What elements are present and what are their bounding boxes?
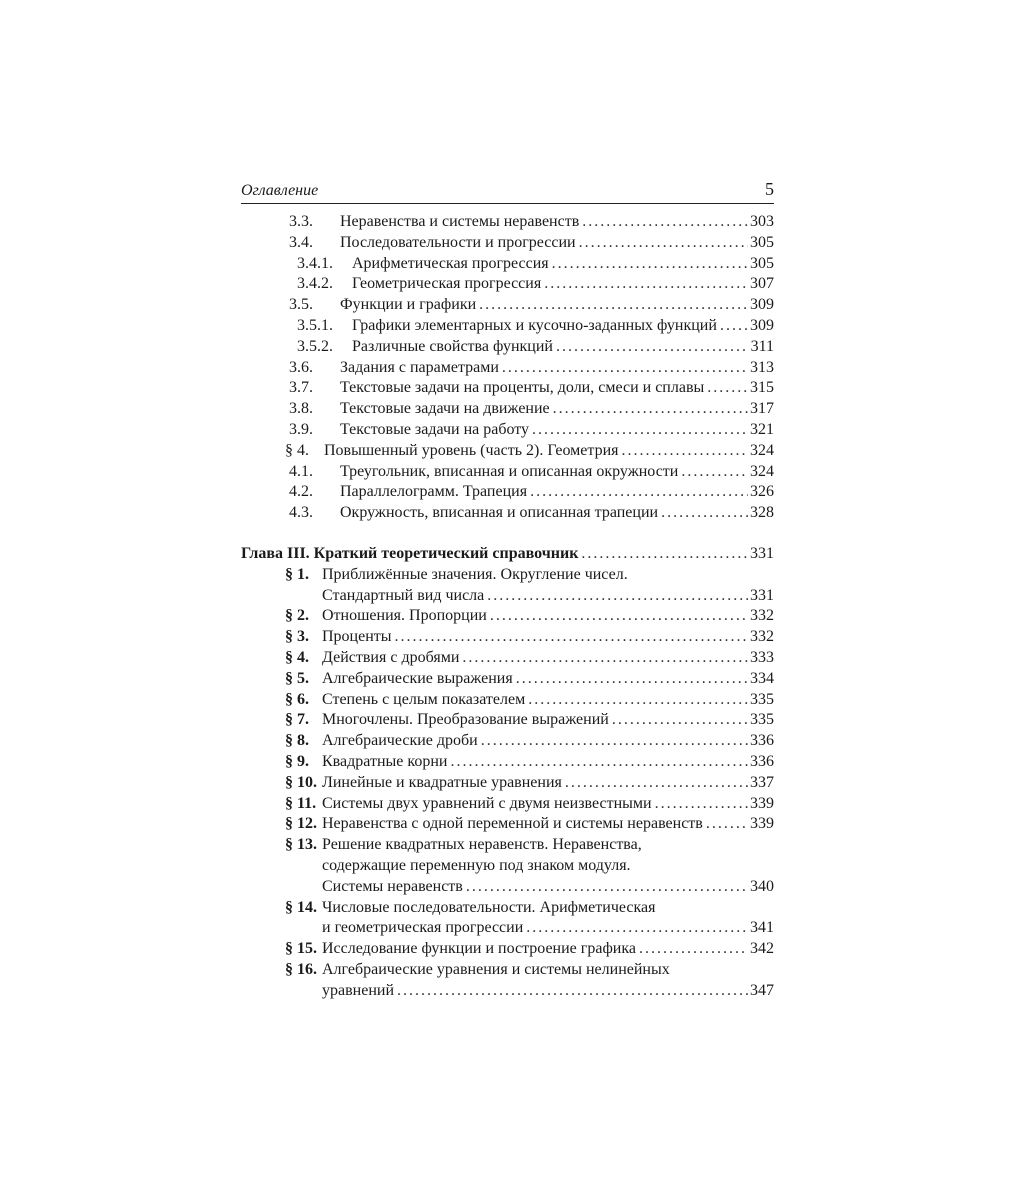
leader-dots [639,939,748,960]
entry-title-line [340,233,774,254]
entry-title: Исследование функции и построение графика [322,939,639,960]
entry-number: 3.7. [289,379,313,397]
leader-dots [655,794,748,815]
leader-dots [707,378,748,399]
entry-title-line [340,212,774,233]
toc-entry [241,773,774,794]
entry-title: Проценты [322,627,395,648]
entry-title-line [352,254,774,275]
entry-title-line [322,690,774,711]
entry-number: 3.4.2. [297,275,333,293]
entry-number: § 6. [285,690,309,708]
entry-title-line [340,462,774,483]
entry-title-line [324,441,774,462]
entry-title-line [322,960,774,981]
toc-entry [241,814,774,835]
entry-number: 3.6. [289,358,313,376]
entry-title: Числовые последовательности. Арифметическая [322,898,658,919]
entry-number: § 15. [285,940,317,958]
entry-page: 315 [750,379,774,397]
entry-title: Неравенства и системы неравенств [340,212,582,233]
entry-page: 307 [750,275,774,293]
leader-dots [553,399,748,420]
entry-number: 3.5.1. [297,316,333,334]
toc-entry [241,731,774,752]
leader-dots [530,482,748,503]
entry-title-line [322,565,774,586]
leader-dots [579,233,748,254]
entry-title-line [322,627,774,648]
entry-title-line [340,378,774,399]
toc-entry [241,233,774,254]
entry-page: 303 [750,213,774,230]
entry-title: Отношения. Пропорции [322,606,490,627]
toc-entry [241,939,774,960]
toc-entry [241,981,774,1002]
leader-dots [552,254,748,275]
entry-page: 335 [750,690,774,708]
entry-title-line [322,877,774,898]
entry-page: 334 [750,669,774,687]
entry-number: § 16. [285,960,317,978]
entry-title: и геометрическая прогрессии [322,918,526,939]
entry-page: 313 [750,358,774,376]
entry-title-line [322,669,774,690]
entry-number: 4.3. [289,504,313,522]
leader-dots [462,648,748,669]
entry-title-line [322,606,774,627]
entry-title-line [322,773,774,794]
toc-entry [241,462,774,483]
entry-title: Квадратные корни [322,752,450,773]
entry-title-line [352,316,774,337]
entry-title-line [322,939,774,960]
entry-title: Многочлены. Преобразование выражений [322,710,612,731]
entry-title: Текстовые задачи на проценты, доли, смеси и сплавы [340,378,707,399]
toc-entry [241,898,774,919]
leader-dots [661,503,748,524]
entry-title-line [322,898,774,919]
entry-title: Неравенства с одной переменной и системы неравенств [322,814,706,835]
leader-dots [612,710,748,731]
toc-entry [241,752,774,773]
entry-title: Арифметическая прогрессия [352,254,552,275]
entry-page: 317 [750,400,774,418]
entry-number: § 9. [285,752,309,770]
entry-number: § 12. [285,815,317,833]
entry-title: Линейные и квадратные уравнения [322,773,565,794]
leader-dots [395,627,748,648]
entry-title: Системы неравенств [322,877,466,898]
entry-title: уравнений [322,981,397,1002]
entry-title: Текстовые задачи на движение [340,399,553,420]
entry-page: 321 [750,420,774,438]
toc-entry [241,586,774,607]
leader-dots [720,316,748,337]
entry-title: Алгебраические дроби [322,731,481,752]
leader-dots [450,752,748,773]
entry-title: Геометрическая прогрессия [352,274,544,295]
entry-title: Текстовые задачи на работу [340,420,532,441]
entry-number: 3.4. [289,233,313,251]
entry-number: § 2. [285,607,309,625]
entry-page: 332 [750,628,774,646]
leader-dots [581,544,748,565]
leader-dots [466,877,748,898]
entry-page: 309 [750,316,774,334]
leader-dots [582,212,748,233]
header-rule [241,203,774,204]
entry-title-line [322,731,774,752]
entry-number: § 11. [285,794,317,812]
entry-page: 331 [750,544,774,562]
entry-page: 305 [750,233,774,251]
entry-title: Окружность, вписанная и описанная трапеции [340,503,661,524]
toc-entry [241,482,774,503]
entry-number: § 7. [285,711,309,729]
leader-dots [502,358,748,379]
entry-title-line [352,274,774,295]
entry-title-line [340,295,774,316]
entry-page: 339 [750,794,774,812]
entry-title-line [352,337,774,358]
entry-page: 347 [750,981,774,999]
entry-page: 332 [750,607,774,625]
entry-title: Треугольник, вписанная и описанная окружности [340,462,681,483]
entry-number: 3.9. [289,420,313,438]
entry-title-line [322,918,774,939]
entry-page: 328 [750,504,774,522]
entry-page: 336 [750,732,774,750]
entry-page: 326 [750,483,774,501]
entry-number: § 4. [285,441,309,459]
entry-title-line [340,399,774,420]
entry-page: 340 [750,877,774,895]
entry-title: Повышенный уровень (часть 2). Геометрия [324,441,622,462]
entry-title-line [340,503,774,524]
entry-title: Системы двух уравнений с двумя неизвестными [322,794,655,815]
entry-number: § 4. [285,648,309,666]
entry-title: Алгебраические выражения [322,669,516,690]
entry-number: 3.5. [289,296,313,314]
toc-entry [241,399,774,420]
entry-title: Решение квадратных неравенств. Неравенства, [322,835,645,856]
toc-entry [241,295,774,316]
toc-entry [241,960,774,981]
entry-page: 324 [750,462,774,480]
entry-title-line [322,710,774,731]
leader-dots [681,462,748,483]
leader-dots [516,669,748,690]
entry-title-line [340,358,774,379]
entry-number: 3.3. [289,213,313,230]
entry-title-line [322,835,774,856]
toc-entry [241,669,774,690]
toc-entry [241,606,774,627]
entry-title: Стандартный вид числа [322,586,487,607]
leader-dots [556,337,749,358]
toc-entry [241,565,774,586]
entry-title-line [322,856,774,877]
entry-page: 311 [750,337,774,355]
leader-dots [528,690,748,711]
entry-title: Степень с целым показателем [322,690,528,711]
header-title: Оглавление [241,182,319,199]
toc-entry [241,274,774,295]
running-header [241,180,774,204]
entry-title: содержащие переменную под знаком модуля. [322,856,634,877]
toc-entry [241,710,774,731]
entry-number: 3.4.1. [297,254,333,272]
entry-number: § 3. [285,628,309,646]
entry-title: Задания с параметрами [340,358,502,379]
toc-entry [241,856,774,877]
entry-page: 333 [750,648,774,666]
entry-title: Различные свойства функций [352,337,556,358]
toc-entry [241,835,774,856]
toc-entry [241,212,774,233]
entry-title-line [322,586,774,607]
entry-title: Приближённые значения. Округление чисел. [322,565,631,586]
leader-dots [479,295,748,316]
toc-entry [241,316,774,337]
entry-number: § 8. [285,732,309,750]
toc-entry [241,420,774,441]
entry-title: Функции и графики [340,295,479,316]
entry-page: 339 [750,815,774,833]
toc-entry [241,337,774,358]
leader-dots [490,606,748,627]
entry-title: Алгебраические уравнения и системы нелинейных [322,960,673,981]
entry-number: § 10. [285,773,317,791]
entry-page: 342 [750,940,774,958]
entry-title-line [241,544,774,565]
leader-dots [526,918,748,939]
entry-title: Графики элементарных и кусочно-заданных функций [352,316,720,337]
entry-number: 4.2. [289,483,313,501]
entry-title: Последовательности и прогрессии [340,233,579,254]
entry-page: 341 [750,919,774,937]
entry-title-line [322,981,774,1002]
toc-entry [241,378,774,399]
toc-entry [241,877,774,898]
leader-dots [532,420,748,441]
entry-page: 309 [750,296,774,314]
entry-number: § 5. [285,669,309,687]
entry-title-line [340,420,774,441]
leader-dots [487,586,748,607]
entry-page: 337 [750,773,774,791]
leader-dots [397,981,748,1002]
entry-number: § 13. [285,836,317,854]
toc-entry [241,918,774,939]
toc-entry [241,544,774,565]
entry-title: Действия с дробями [322,648,462,669]
entry-number: 3.5.2. [297,337,333,355]
entry-title-line [322,752,774,773]
table-of-contents [241,212,774,1001]
entry-number: 4.1. [289,462,313,480]
leader-dots [565,773,748,794]
entry-page: 331 [750,586,774,604]
entry-title: Параллелограмм. Трапеция [340,482,530,503]
entry-number: 3.8. [289,400,313,418]
toc-entry [241,627,774,648]
toc-entry [241,648,774,669]
entry-title-line [322,814,774,835]
header-page-number: 5 [765,179,774,199]
toc-entry [241,254,774,275]
toc-entry [241,690,774,711]
leader-dots [481,731,748,752]
entry-page: 305 [750,254,774,272]
entry-title: Глава III. Краткий теоретический справочник [241,544,581,565]
leader-dots [544,274,748,295]
entry-page: 336 [750,752,774,770]
leader-dots [622,441,749,462]
entry-title-line [340,482,774,503]
toc-entry [241,358,774,379]
entry-number: § 14. [285,898,317,916]
entry-title-line [322,648,774,669]
entry-title-line [322,794,774,815]
entry-page: 324 [750,441,774,459]
leader-dots [706,814,748,835]
entry-number: § 1. [285,565,309,583]
toc-entry [241,503,774,524]
toc-entry [241,794,774,815]
toc-entry [241,441,774,462]
entry-page: 335 [750,711,774,729]
